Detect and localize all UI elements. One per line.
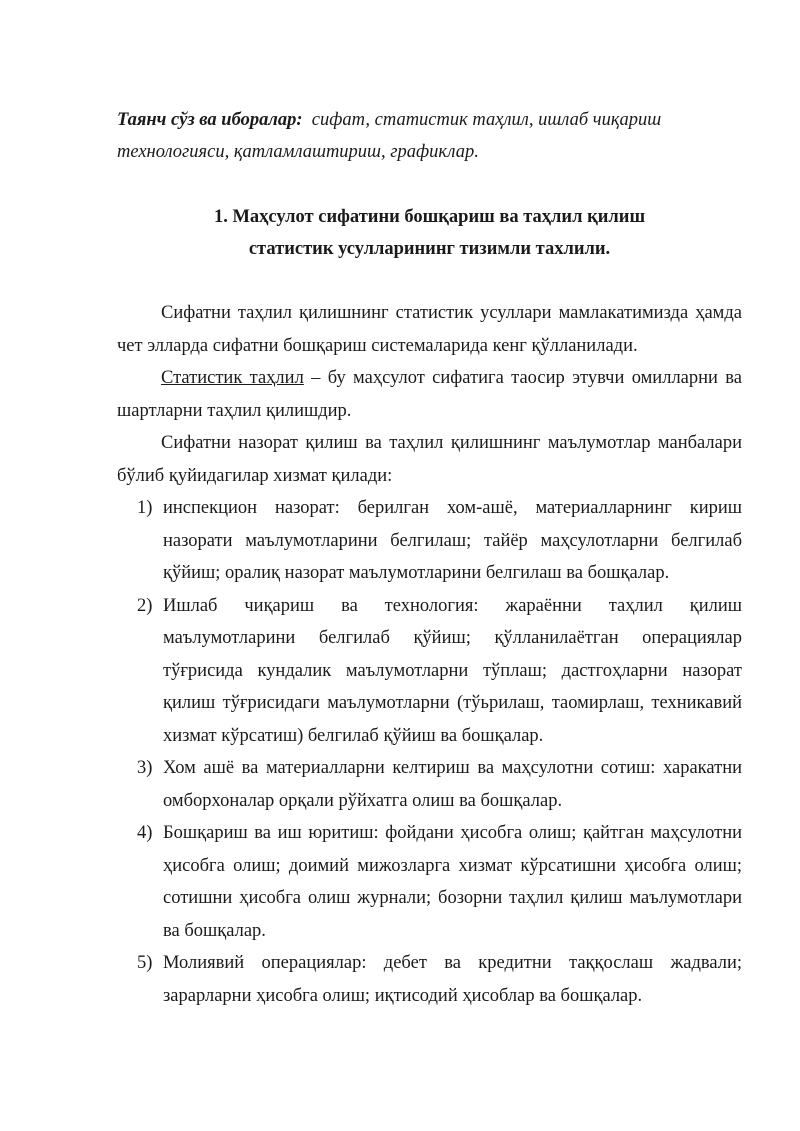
list-item xyxy=(117,492,742,590)
list-item-text: Хом ашё ва материалларни келтириш ва маҳсулотни сотиш: харакатни омборхоналар орқали рўйхатга олиш ва бошқалар. xyxy=(163,758,742,811)
list-item-text: Ишлаб чиқариш ва технология: жараённи таҳлил қилиш маълумотларини белгилаб қўйиш; қўлланилаётган операциялар тўғрисида кундалик маълумотларни тўплаш; дастгоҳларни назорат қилиш тўғрисидаги маълумотларни (тўьрилаш, таомирлаш, техникавий хизмат кўрсатиш) белгилаб қўйиш ва бошқалар. xyxy=(163,595,742,746)
list-item xyxy=(117,752,742,817)
paragraph-1: Сифатни таҳлил қилишнинг статистик усуллари мамлакатимизда ҳамда чет элларда сифатни бошқариш системаларида кенг қўлланилади. xyxy=(117,303,742,356)
list-item-number: 3) xyxy=(137,758,153,778)
list-item-text: Бошқариш ва иш юритиш: фойдани ҳисобга олиш; қайтган маҳсулотни ҳисобга олиш; доимий мижозларга хизмат кўрсатишни ҳисобга олиш; сотишни ҳисобга олиш журнали; бозорни таҳлил қилиш маълумотлари ва бошқалар. xyxy=(163,823,742,941)
term-statistical-analysis: Статистик таҳлил xyxy=(161,368,304,388)
section-heading-line-1: 1. Маҳсулот сифатини бошқариш ва таҳлил қилиш xyxy=(213,207,646,227)
list-item-number: 5) xyxy=(137,953,153,973)
list-item-text: Молиявий операциялар: дебет ва кредитни таққослаш жадвали; зарарларни ҳисобга олиш; иқтисодий ҳисоблар ва бошқалар. xyxy=(163,953,742,1006)
paragraph-2-rest: – бу маҳсулот сифатига таосир этувчи омилларни ва шартларни таҳлил қилишдир. xyxy=(117,368,742,421)
paragraph-3: Сифатни назорат қилиш ва таҳлил қилишнинг маълумотлар манбалари бўлиб қуйидагилар хизмат қилади: xyxy=(117,433,742,486)
section-heading xyxy=(117,201,742,265)
list-item-number: 1) xyxy=(137,498,153,518)
section-heading-line-2: статистик усулларининг тизимли тахлили. xyxy=(248,239,611,259)
list-item xyxy=(117,947,742,1012)
keywords-label: Таянч сўз ва иборалар: xyxy=(117,110,303,130)
list-item-number: 4) xyxy=(137,823,153,843)
list-item xyxy=(117,590,742,753)
keywords-text: сифат, статистик таҳлил, ишлаб чиқариш технологияси, қатламлаштириш, графиклар. xyxy=(117,110,662,162)
paragraph-2 xyxy=(117,362,742,427)
list-item-text: инспекцион назорат: берилган хом-ашё, материалларнинг кириш назорати маълумотларини белгилаш; тайёр маҳсулотларни белгилаб қўйиш; оралиқ назорат маълумотларини белгилаш ва бошқалар. xyxy=(163,498,742,583)
list-item xyxy=(117,817,742,947)
list-item-number: 2) xyxy=(137,595,153,616)
keywords-block xyxy=(117,104,747,168)
data-sources-list xyxy=(117,492,742,1012)
body-text xyxy=(117,297,742,1012)
